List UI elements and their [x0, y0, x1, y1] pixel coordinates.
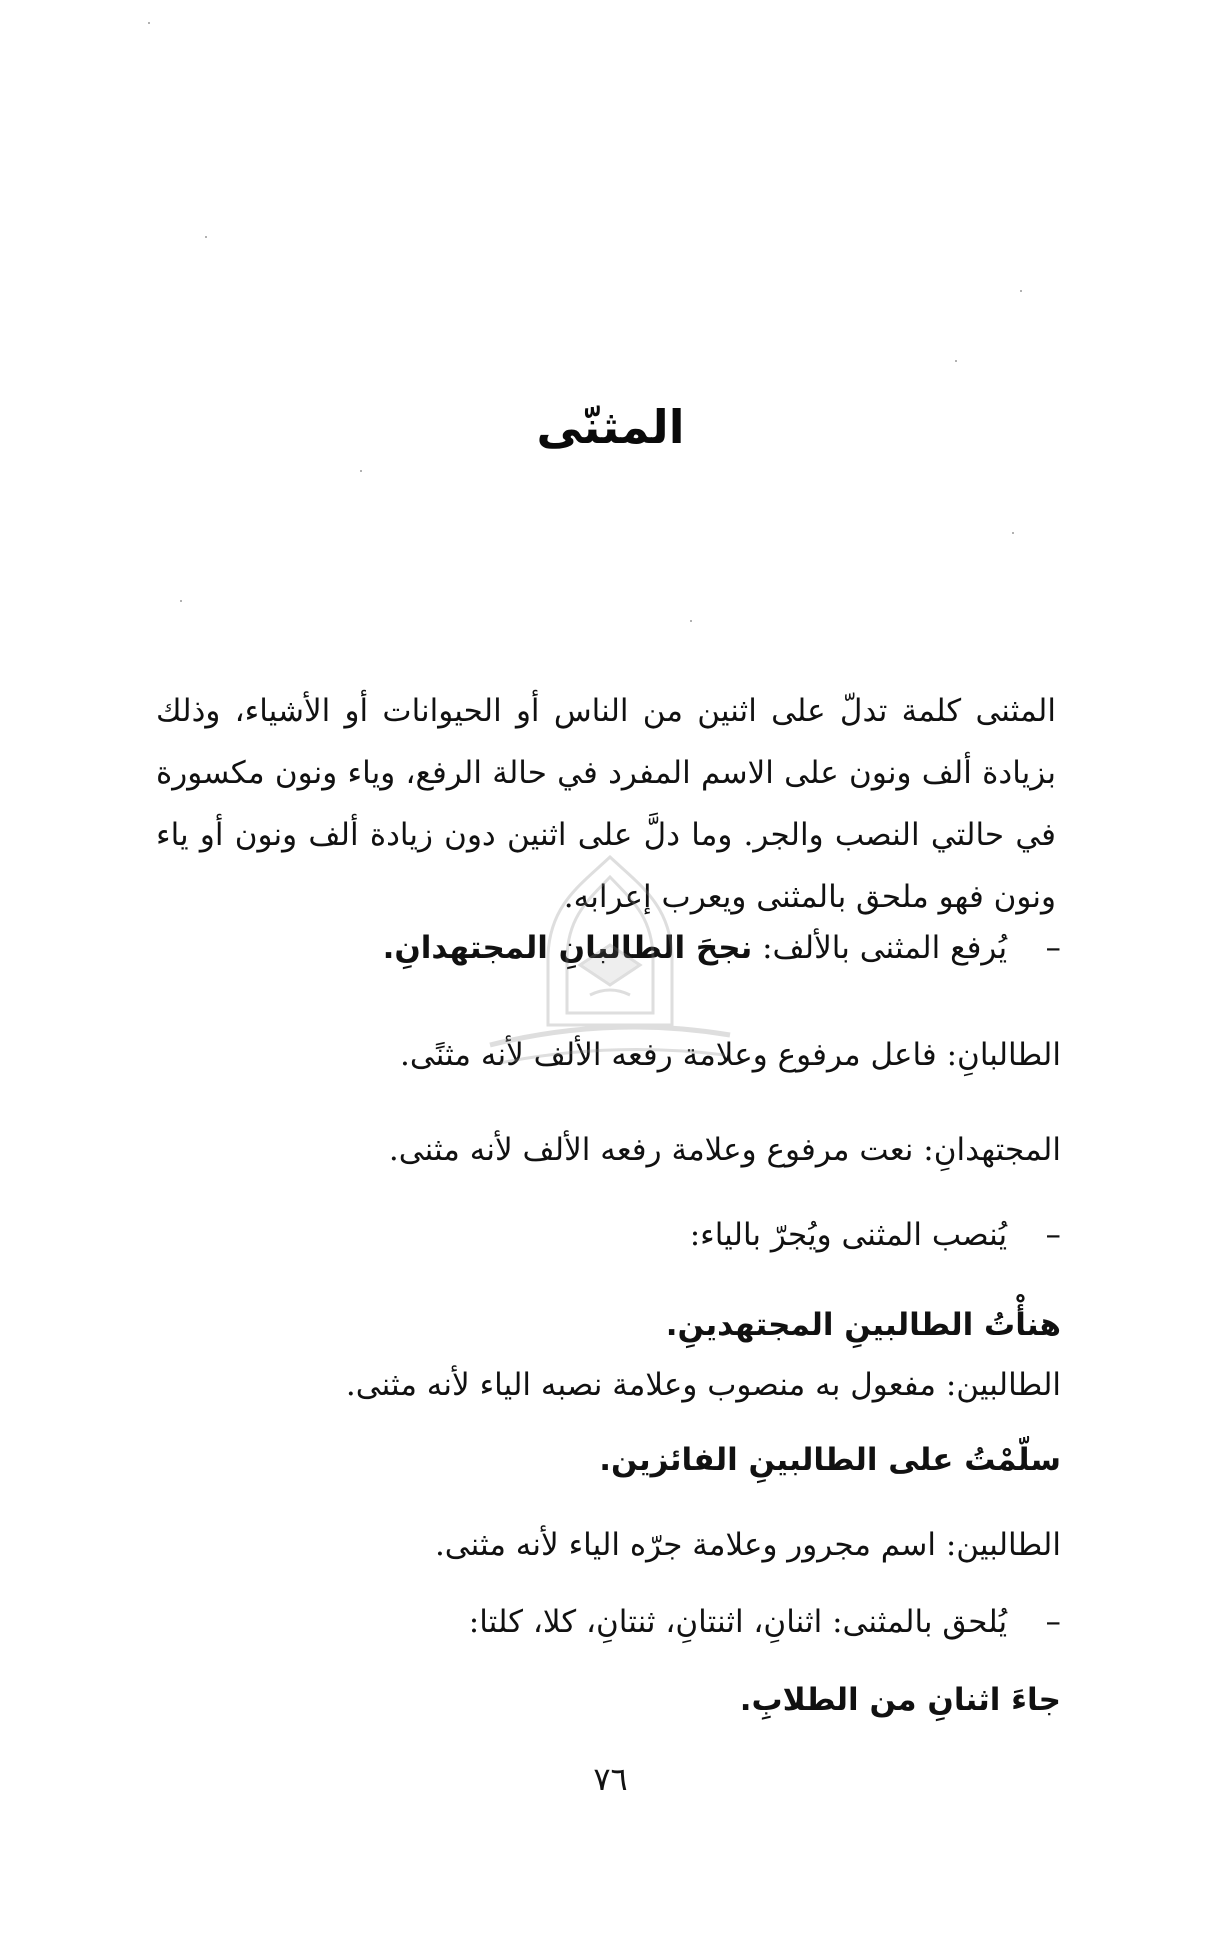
rule-nasb-example-1: هنأْتُ الطالبينِ المجتهدينِ. — [665, 1307, 1061, 1343]
scan-speck — [690, 620, 692, 622]
rule-raf-example: نجحَ الطالبانِ المجتهدانِ. — [382, 930, 753, 966]
rule-nasb-label: يُنصب المثنى ويُجرّ بالياء: — [689, 1217, 1008, 1253]
bullet-dash: – — [1045, 1604, 1061, 1640]
scan-speck — [148, 22, 150, 24]
rule-raf — [161, 928, 1061, 968]
rule-mulhaq-label: يُلحق بالمثنى: اثنانِ، اثنتانِ، ثنتانِ، كلا، كلتا: — [468, 1604, 1008, 1640]
rule-nasb-example-2: سلّمْتُ على الطالبينِ الفائزين. — [599, 1442, 1061, 1478]
rule-raf-note-1: الطالبانِ: فاعل مرفوع وعلامة رفعه الألف لأنه مثنًى. — [400, 1037, 1061, 1073]
scan-speck — [205, 236, 207, 238]
rule-nasb-note-1: الطالبين: مفعول به منصوب وعلامة نصبه الياء لأنه مثنى. — [345, 1367, 1061, 1403]
rule-nasb — [161, 1215, 1061, 1255]
scan-speck — [180, 600, 182, 602]
scan-speck — [1012, 532, 1014, 534]
page-title: المثنّى — [536, 400, 685, 454]
rule-mulhaq — [161, 1602, 1061, 1642]
bullet-dash: – — [1045, 1217, 1061, 1253]
scan-speck — [360, 470, 362, 472]
intro-paragraph: المثنى كلمة تدلّ على اثنين من الناس أو الحيوانات أو الأشياء، وذلك بزيادة ألف ونون على الاسم المفرد في حالة الرفع، وياء ونون مكسورة في حالتي النصب والجر. وما دلَّ على اثنين دون زيادة ألف ونون أو ياء ونون فهو ملحق بالمثنى ويعرب إعرابه. — [156, 693, 1056, 915]
bullet-dash: – — [1045, 930, 1061, 966]
rule-raf-label: يُرفع المثنى بالألف: — [762, 930, 1008, 966]
rule-raf-note-2: المجتهدانِ: نعت مرفوع وعلامة رفعه الألف لأنه مثنى. — [388, 1132, 1061, 1168]
rule-mulhaq-example: جاءَ اثنانِ من الطلابِ. — [739, 1682, 1061, 1718]
scan-speck — [955, 360, 957, 362]
page-number: ٧٦ — [593, 1760, 628, 1798]
scan-speck — [1020, 290, 1022, 292]
rule-nasb-note-2: الطالبين: اسم مجرور وعلامة جرّه الياء لأنه مثنى. — [434, 1527, 1061, 1563]
